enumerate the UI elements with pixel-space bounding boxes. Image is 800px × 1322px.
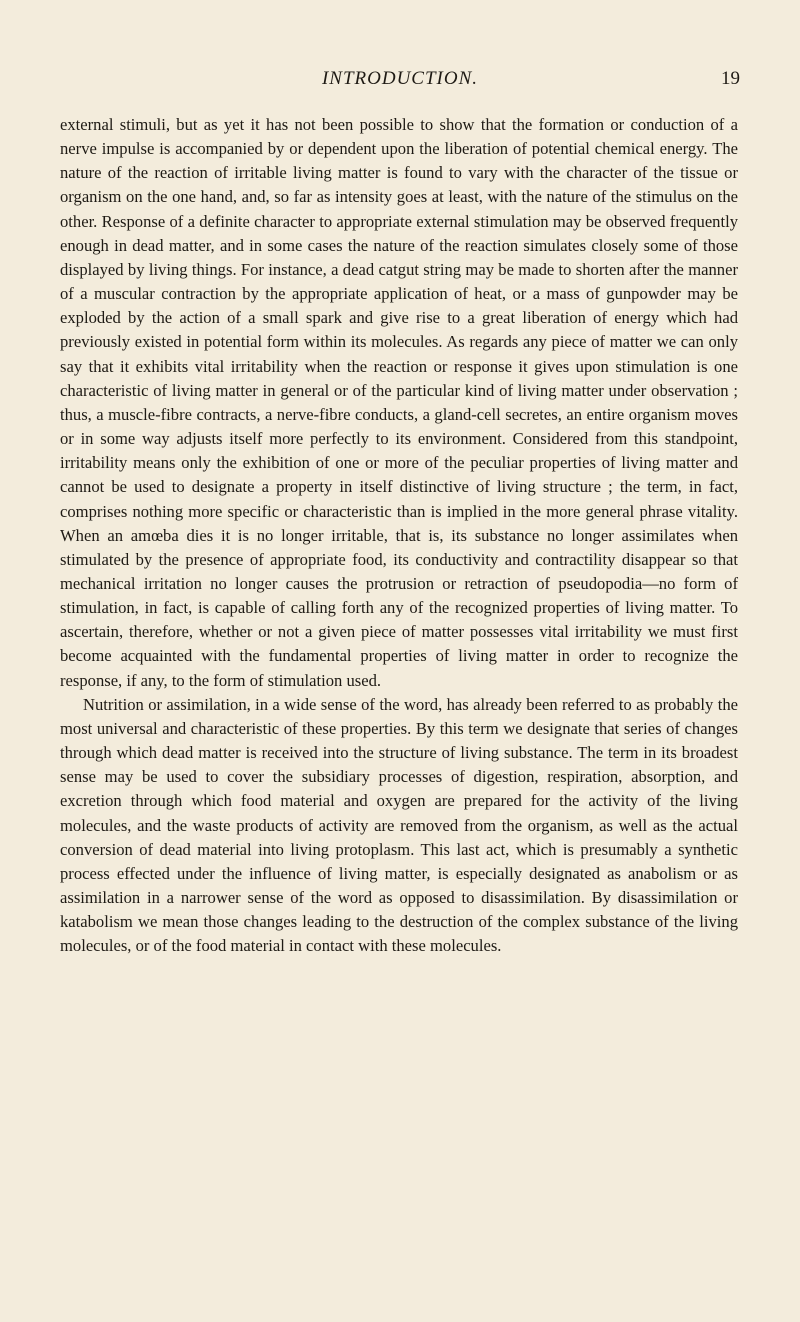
page-number: 19 (721, 68, 740, 89)
paragraph-irritability: external stimuli, but as yet it has not been possible to show that the formation or conduction of a nerve impulse is accompanied by or dependent upon the liberation of potential chemical energy. The nature of the reaction of irritable living matter is found to vary with the character of the tissue or organism on the one hand, and, so far as intensity goes at least, with the nature of the stimulus on the other. Response of a definite character to appropriate external stimulation may be observed frequently enough in dead matter, and in some cases the nature of the reaction simulates closely some of those displayed by living things. For instance, a dead catgut string may be made to shorten after the manner of a muscular contraction by the appropriate application of heat, or a mass of gunpowder may be exploded by the action of a small spark and give rise to a great liberation of energy which had previously existed in potential form within its molecules. As regards any piece of matter we can only say that it exhibits vital irritability when the reaction or response it gives upon stimulation is one characteristic of living matter in general or of the particular kind of living matter under observation ; thus, a muscle-fibre contracts, a nerve-fibre conducts, a gland-cell secretes, an entire organism moves or in some way adjusts itself more perfectly to its environment. Considered from this standpoint, irritability means only the exhibition of one or more of the peculiar properties of living matter and cannot be used to designate a property in itself distinctive of living structure ; the term, in fact, comprises nothing more specific or characteristic than is implied in the more general phrase vitality. When an amœba dies it is no longer irritable, that is, its substance no longer assimilates when stimulated by the presence of appropriate food, its conductivity and contractility disappear so that mechanical irritation no longer causes the protrusion or retraction of pseudopodia—no form of stimulation, in fact, is capable of calling forth any of the recognized properties of living matter. To ascertain, therefore, whether or not a given piece of matter possesses vital irritability we must first become acquainted with the fundamental properties of living matter in order to recognize the response, if any, to the form of stimulation used. (60, 115, 738, 690)
paragraph-nutrition: Nutrition or assimilation, in a wide sense of the word, has already been referred to as probably the most universal and characteristic of these properties. By this term we designate that series of changes through which dead matter is received into the structure of living substance. The term in its broadest sense may be used to cover the subsidiary processes of digestion, respiration, absorption, and excretion through which food material and oxygen are prepared for the activity of the living molecules, and the waste products of activity are removed from the organism, as well as the actual conversion of dead material into living protoplasm. This last act, which is presumably a synthetic process effected under the influence of living matter, is especially designated as anabolism or as assimilation in a narrower sense of the word as opposed to disassimilation. By disassimilation or katabolism we mean those changes leading to the destruction of the complex substance of the living molecules, or of the food material in contact with these molecules. (60, 694, 738, 956)
running-title: INTRODUCTION. (321, 68, 479, 89)
body-text (60, 113, 738, 958)
running-head (60, 68, 740, 98)
